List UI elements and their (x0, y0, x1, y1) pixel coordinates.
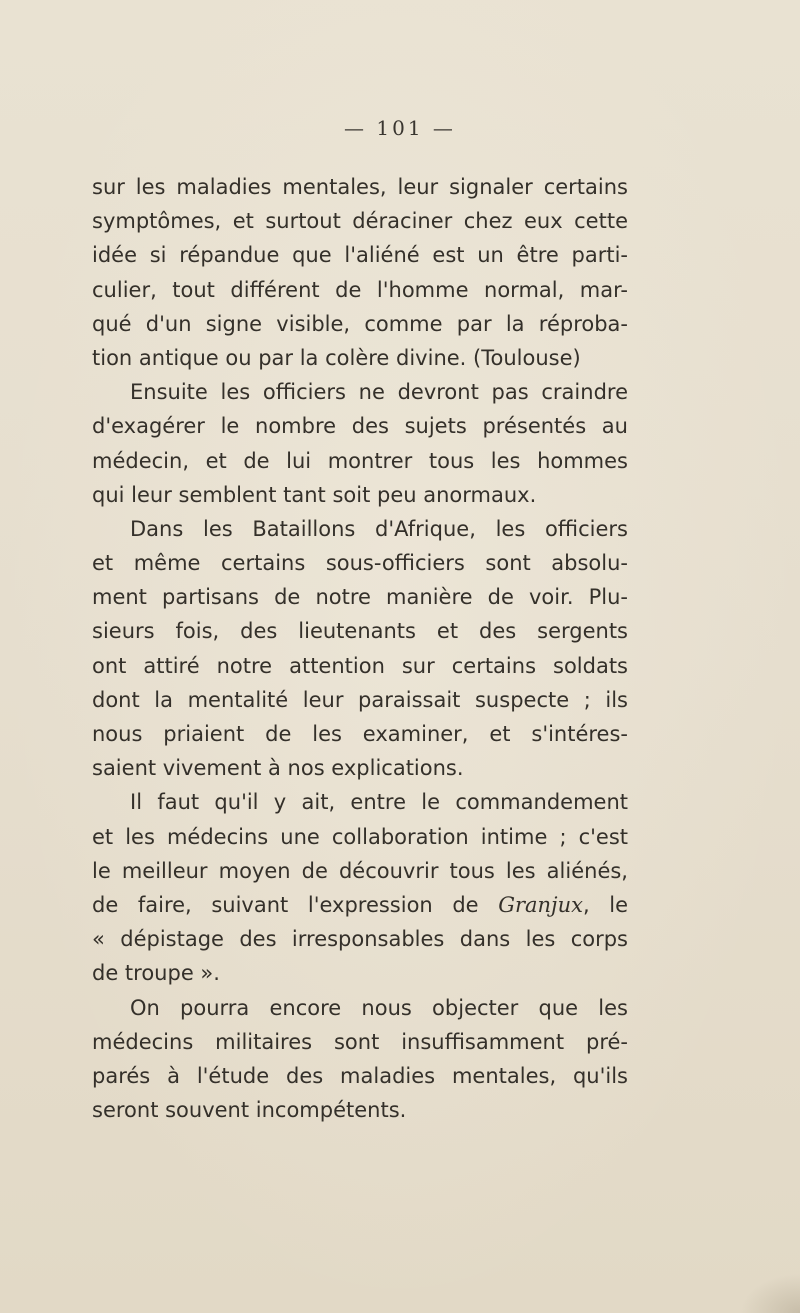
text-line: d'exagérer le nombre des sujets présentés au (92, 414, 628, 439)
text-line: et même certains sous-officiers sont absolu- (92, 551, 628, 576)
text-line: seront souvent incompétents. (92, 1098, 407, 1123)
text-line: culier, tout différent de l'homme normal, mar- (92, 277, 628, 302)
text-line: qui leur semblent tant soit peu anormaux. (92, 482, 537, 507)
text-line: Dans les Bataillons d'Afrique, les officiers (130, 516, 628, 541)
text-line: parés à l'étude des maladies mentales, qu'ils (92, 1063, 628, 1088)
text-line: symptômes, et surtout déraciner chez eux cette (92, 209, 628, 234)
text-line: ont attiré notre attention sur certains soldats (92, 653, 628, 678)
text-line: et les médecins une collaboration intime ; c'est (92, 824, 628, 849)
text-line: tion antique ou par la colère divine. (Toulouse) (92, 345, 581, 370)
text-line: Il faut qu'il y ait, entre le commandement (130, 790, 628, 815)
text-line: de faire, suivant l'expression de Granjux, le (92, 892, 628, 917)
text-line: médecin, et de lui montrer tous les hommes (92, 448, 628, 473)
italic-name: Granjux (498, 892, 583, 917)
text-line: saient vivement à nos explications. (92, 756, 464, 781)
text-line: nous priaient de les examiner, et s'intéres- (92, 722, 628, 746)
text-line: On pourra encore nous objecter que les (130, 995, 628, 1020)
text-line: médecins militaires sont insuffisamment pré- (92, 1029, 628, 1054)
text-line: « dépistage des irresponsables dans les corps (92, 927, 628, 952)
text-line: sieurs fois, des lieutenants et des sergents (92, 619, 628, 644)
text-line: Ensuite les officiers ne devront pas craindre (130, 380, 628, 405)
text-line: qué d'un signe visible, comme par la réproba- (92, 311, 628, 336)
page-number: — 101 — (344, 116, 456, 140)
text-line: de troupe ». (92, 961, 220, 986)
body-text (92, 170, 628, 1127)
text-line: sur les maladies mentales, leur signaler certains (92, 175, 628, 199)
text-line: ment partisans de notre manière de voir. Plu- (92, 585, 628, 610)
text-line: le meilleur moyen de découvrir tous les aliénés, (92, 858, 628, 883)
text-line: dont la mentalité leur paraissait suspecte ; ils (92, 687, 628, 712)
text-line: idée si répandue que l'aliéné est un être parti- (92, 243, 628, 268)
page-corner-shadow (740, 1273, 800, 1313)
